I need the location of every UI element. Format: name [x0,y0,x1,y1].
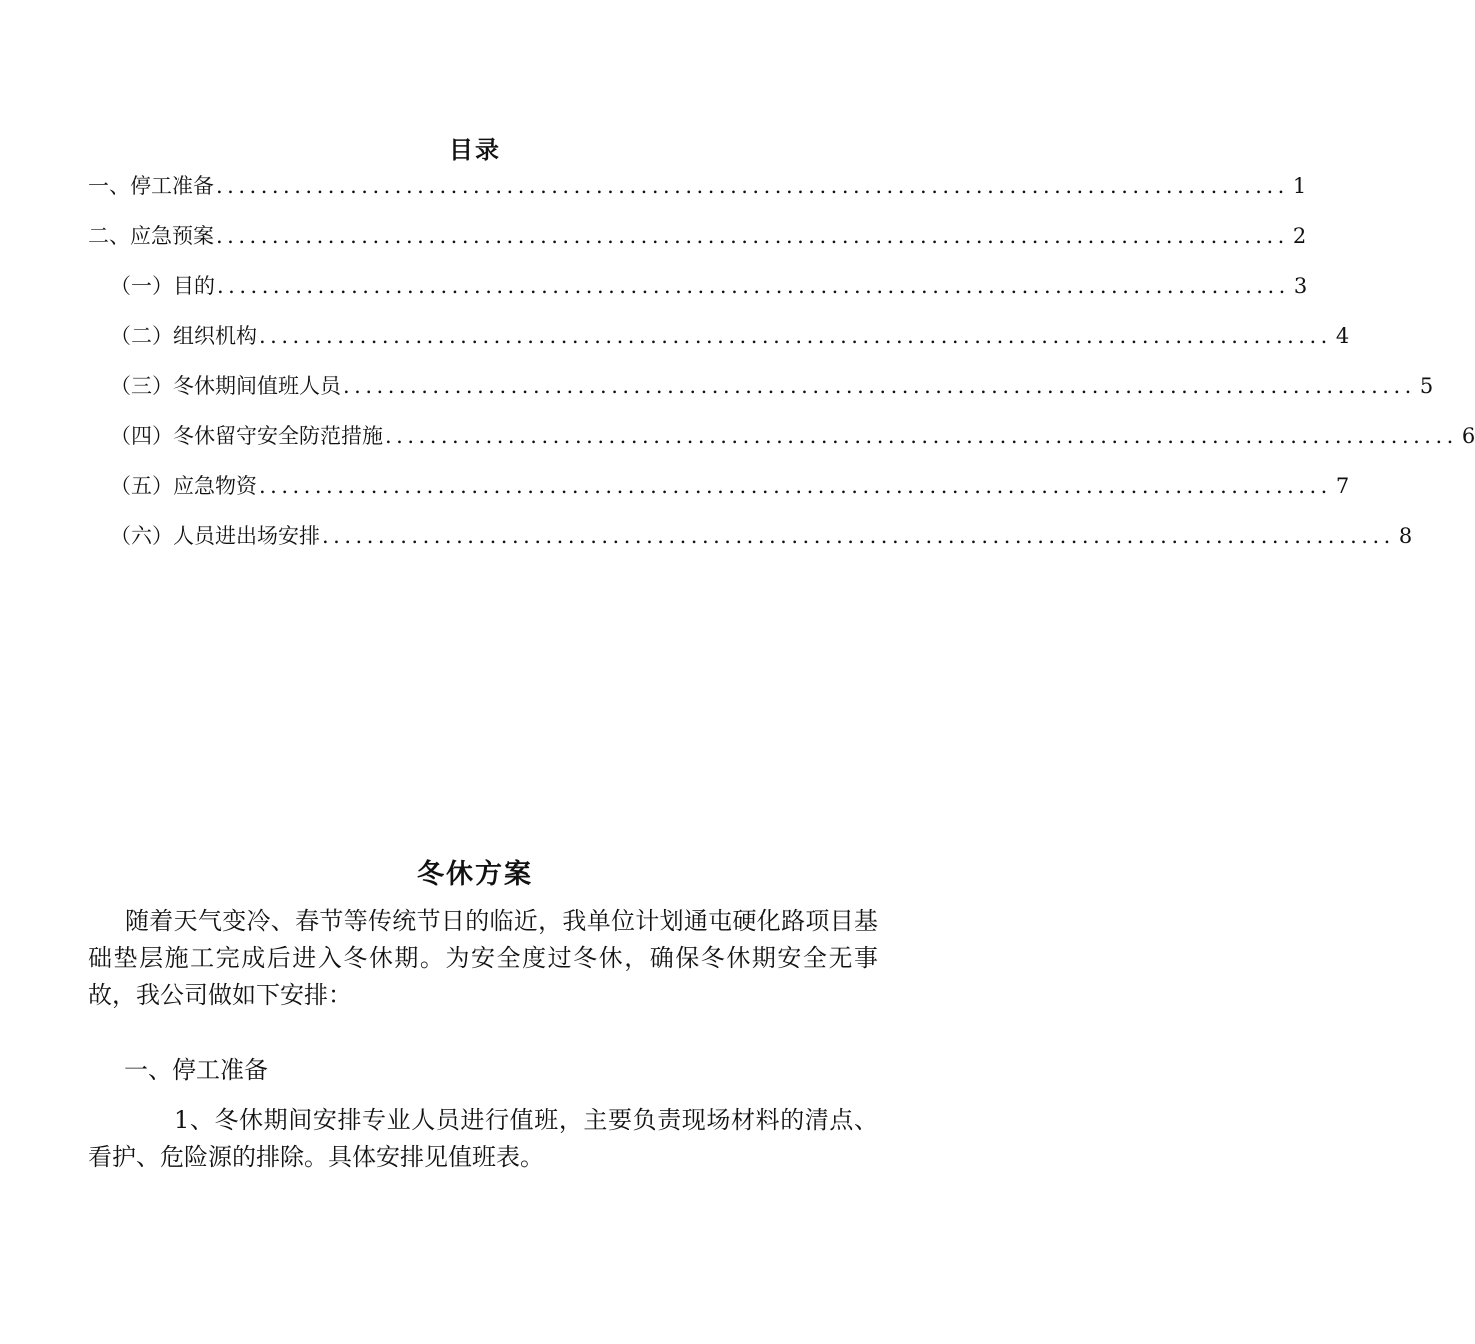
toc-leader-dots: ................................................................................................ [216,224,1289,248]
toc-entry-text: 二、应急预案 [88,224,214,248]
toc-entry[interactable] [110,271,1308,301]
document-title: 冬休方案 [417,859,533,890]
toc-entry[interactable] [110,471,1350,501]
toc-entry[interactable] [110,321,1350,351]
toc-entry-text: （三）冬休期间值班人员 [110,374,341,398]
toc-title: 目录 [449,135,501,164]
toc-entry[interactable] [88,221,1307,251]
section-heading: 一、停工准备 [124,1056,268,1084]
toc-leader-dots: ................................................................................................ [217,274,1290,298]
toc-entry-page: 4 [1335,324,1350,348]
toc-entry[interactable] [88,171,1307,201]
toc-entry-page: 6 [1461,424,1475,448]
toc-entry[interactable] [110,421,1475,451]
intro-paragraph: 随着天气变冷、春节等传统节日的临近，我单位计划通屯硬化路项目基础垫层施工完成后进入冬休期。为安全度过冬休，确保冬休期安全无事故，我公司做如下安排： [88,907,878,1009]
toc-entry-text: （一）目的 [110,274,215,298]
toc-entry[interactable] [110,521,1413,551]
toc-entry-page: 5 [1419,374,1434,398]
toc-entry-page: 1 [1292,174,1307,198]
toc-leader-dots: ................................................................................................ [385,424,1458,448]
toc-entry-text: （四）冬休留守安全防范措施 [110,424,383,448]
toc-leader-dots: ................................................................................................ [259,324,1332,348]
toc-entry-page: 7 [1335,474,1350,498]
toc-leader-dots: ................................................................................................ [259,474,1332,498]
toc-entry-page: 3 [1293,274,1308,298]
toc-leader-dots: ................................................................................................ [343,374,1416,398]
toc-leader-dots: ................................................................................................ [216,174,1289,198]
toc-entry-page: 2 [1292,224,1307,248]
toc-leader-dots: ................................................................................................ [322,524,1395,548]
toc-entry-text: （二）组织机构 [110,324,257,348]
toc-entry-page: 8 [1398,524,1413,548]
toc-entry-text: （六）人员进出场安排 [110,524,320,548]
toc-entry-text: （五）应急物资 [110,474,257,498]
list-item: 1、冬休期间安排专业人员进行值班，主要负责现场材料的清点、看护、危险源的排除。具体安排见值班表。 [88,1106,878,1171]
toc-entry[interactable] [110,371,1434,401]
toc-entry-text: 一、停工准备 [88,174,214,198]
